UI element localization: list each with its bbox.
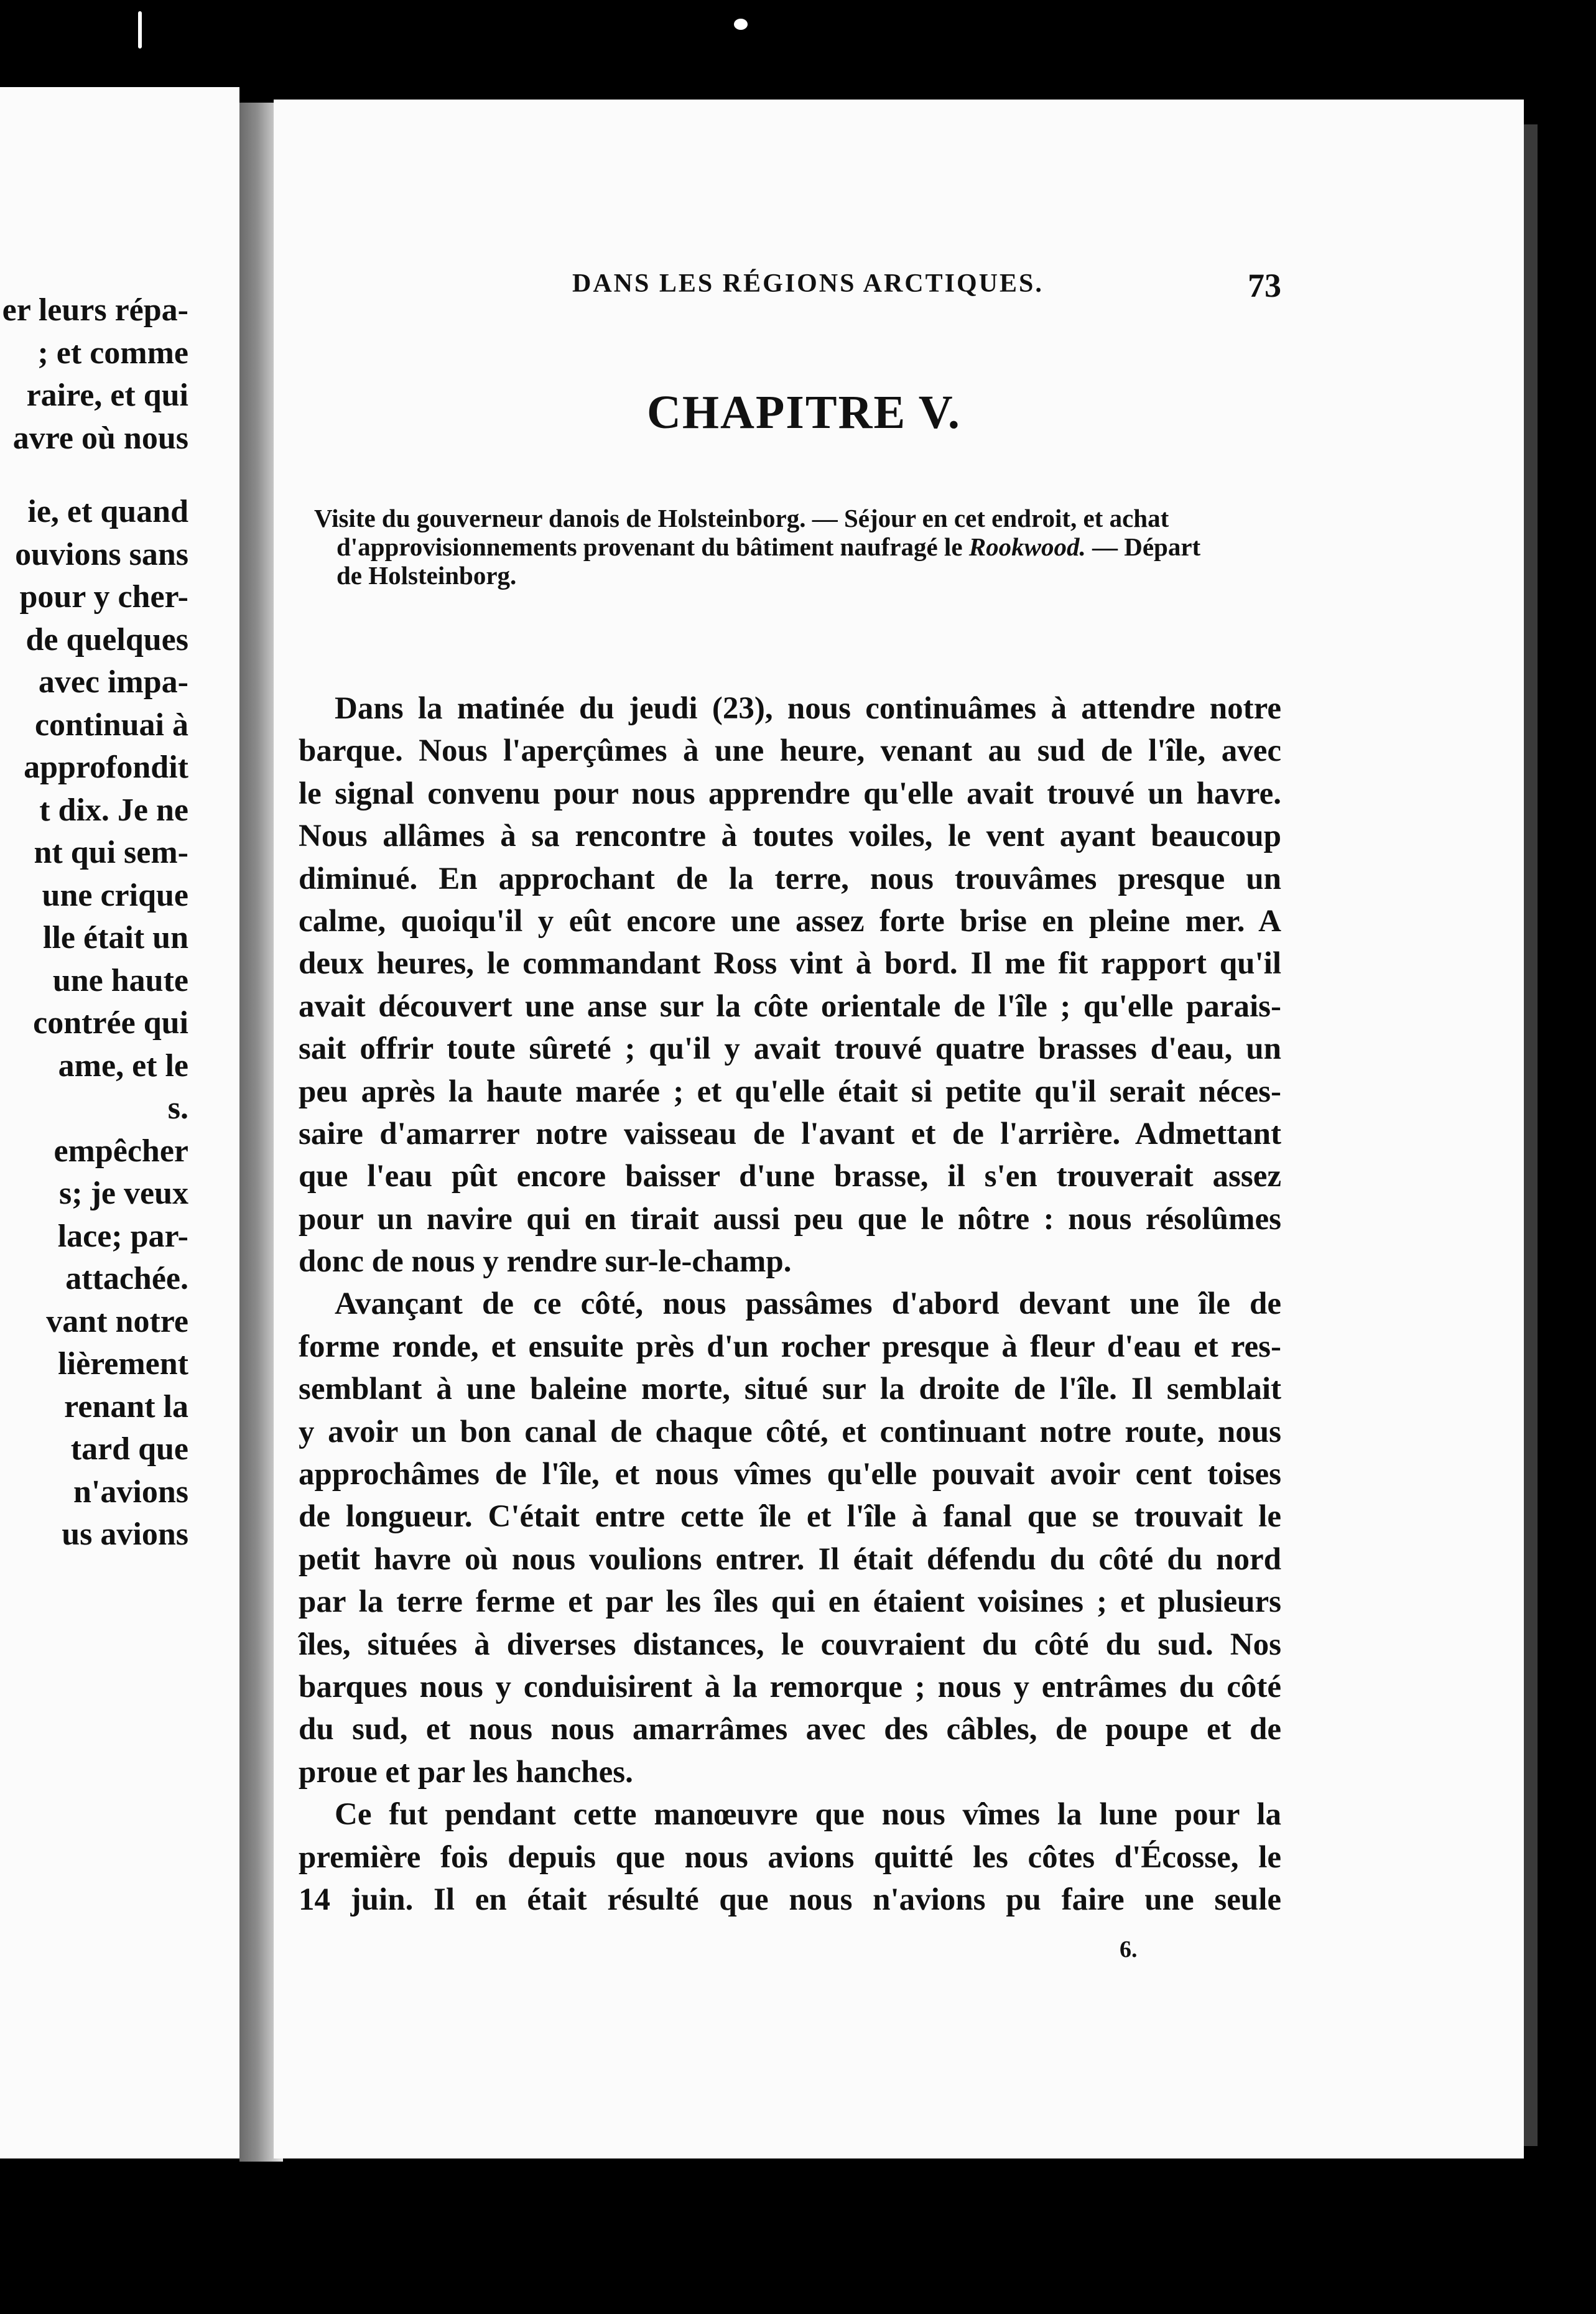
text-line: peu après la haute marée ; et qu'elle était si petite qu'il serait néces- — [299, 1074, 1281, 1109]
previous-page-line: us avions — [62, 1517, 188, 1552]
previous-page-line: vant notre — [46, 1303, 188, 1339]
text-line: par la terre ferme et par les îles qui en étaient voisines ; et plusieurs — [299, 1584, 1281, 1620]
previous-page-line: lièrement — [58, 1346, 188, 1382]
previous-page-line: t dix. Je ne — [39, 792, 188, 828]
previous-page-line: lle était un — [43, 920, 188, 955]
body-text — [299, 687, 1281, 1921]
ship-name: Rookwood. — [968, 532, 1086, 561]
text-line: saire d'amarrer notre vaisseau de l'avant et de l'arrière. Admettant — [299, 1116, 1281, 1151]
text-line: que l'eau pût encore baisser d'une brasse, il s'en trouverait assez — [299, 1159, 1281, 1194]
text-line: îles, situées à diverses distances, le couvraient du côté du sud. Nos — [299, 1627, 1281, 1662]
previous-page-line: er leurs répa- — [2, 292, 188, 328]
dust-speck — [138, 11, 142, 49]
previous-page-line: avre où nous — [12, 420, 188, 456]
running-head: DANS LES RÉGIONS ARCTIQUES. — [572, 269, 1044, 298]
text-line: approchâmes de l'île, et nous vîmes qu'elle pouvait avoir cent toises — [299, 1457, 1281, 1492]
previous-page-line: raire, et qui — [26, 378, 188, 413]
text-line: avait découvert une anse sur la côte orientale de l'île ; qu'elle parais- — [299, 988, 1281, 1024]
page-edge — [1524, 124, 1538, 2146]
text-line: y avoir un bon canal de chaque côté, et continuant notre route, nous — [299, 1414, 1281, 1449]
previous-page-line: pour y cher- — [19, 579, 188, 615]
text-line: calme, quoiqu'il y eût encore une assez forte brise en pleine mer. A — [299, 903, 1281, 939]
text-line: deux heures, le commandant Ross vint à bord. Il me fit rapport qu'il — [299, 946, 1281, 982]
text-line: de longueur. C'était entre cette île et l'île à fanal que se trouvait le — [299, 1499, 1281, 1535]
previous-page-line: renant la — [64, 1388, 188, 1424]
text-line: 14 juin. Il en était résulté que nous n'avions pu faire une seule — [299, 1882, 1281, 1917]
dust-speck — [734, 19, 748, 30]
text-line: Dans la matinée du jeudi (23), nous continuâmes à attendre notre — [335, 691, 1281, 726]
text-line: diminué. En approchant de la terre, nous trouvâmes presque un — [299, 861, 1281, 896]
previous-page-line: avec impa- — [38, 664, 188, 700]
previous-page-line — [0, 460, 188, 491]
previous-page-line: ame, et le — [58, 1048, 188, 1084]
previous-page-line: une crique — [42, 877, 188, 913]
previous-page-line: s. — [167, 1090, 188, 1126]
text-line: le signal convenu pour nous apprendre qu'elle avait trouvé un havre. — [299, 776, 1281, 811]
chapter-title: CHAPITRE V. — [647, 386, 961, 439]
previous-page-line: attachée. — [65, 1261, 188, 1296]
previous-page-line: empêcher — [53, 1133, 188, 1169]
previous-page-line: n'avions — [73, 1474, 188, 1510]
text-line: proue et par les hanches. — [299, 1754, 633, 1790]
previous-page — [0, 87, 239, 2158]
text-line: petit havre où nous voulions entrer. Il était défendu du côté du nord — [299, 1541, 1281, 1577]
previous-page-line: ie, et quand — [27, 494, 188, 529]
previous-page-line: une haute — [52, 962, 188, 998]
previous-page-line: nt qui sem- — [34, 835, 188, 870]
text-line: Avançant de ce côté, nous passâmes d'abord devant une île de — [335, 1286, 1281, 1322]
text-line: forme ronde, et ensuite près d'un rocher presque à fleur d'eau et res- — [299, 1329, 1281, 1364]
previous-page-line: ; et comme — [37, 335, 188, 371]
signature-mark: 6. — [1120, 1936, 1138, 1963]
summary-line: d'approvisionnements provenant du bâtiment naufragé le Rookwood. — Départ — [336, 532, 1201, 561]
page-number: 73 — [1248, 267, 1281, 304]
previous-page-line: approfondit — [24, 750, 188, 785]
previous-page-line: contrée qui — [33, 1005, 188, 1041]
text-line: barques nous y conduisirent à la remorque ; nous y entrâmes du côté — [299, 1669, 1281, 1704]
text-line: Nous allâmes à sa rencontre à toutes voiles, le vent ayant beaucoup — [299, 819, 1281, 854]
previous-page-line: continuai à — [34, 707, 188, 743]
text-line: pour un navire qui en tirait aussi peu que le nôtre : nous résolûmes — [299, 1201, 1281, 1237]
text-line: Ce fut pendant cette manœuvre que nous vîmes la lune pour la — [335, 1797, 1281, 1833]
previous-page-line: ouvions sans — [15, 536, 188, 572]
text-line: du sud, et nous nous amarrâmes avec des câbles, de poupe et de — [299, 1712, 1281, 1747]
text-line: semblant à une baleine morte, situé sur la droite de l'île. Il semblait — [299, 1372, 1281, 1407]
previous-page-line: de quelques — [26, 621, 188, 657]
previous-page-line: s; je veux — [59, 1176, 188, 1211]
summary-line: de Holsteinborg. — [336, 561, 517, 590]
summary-line: Visite du gouverneur danois de Holsteinborg. — Séjour en cet endroit, et achat — [314, 504, 1169, 532]
text-line: donc de nous y rendre sur-le-champ. — [299, 1244, 792, 1280]
text-line: barque. Nous l'aperçûmes à une heure, venant au sud de l'île, avec — [299, 733, 1281, 769]
previous-page-line: tard que — [70, 1431, 188, 1467]
text-line: première fois depuis que nous avions quitté les côtes d'Écosse, le — [299, 1839, 1281, 1875]
previous-page-line: lace; par- — [57, 1218, 188, 1254]
chapter-summary — [314, 504, 1284, 590]
previous-page-text — [0, 289, 188, 1556]
text-line: sait offrir toute sûreté ; qu'il y avait trouvé quatre brasses d'eau, un — [299, 1031, 1281, 1067]
